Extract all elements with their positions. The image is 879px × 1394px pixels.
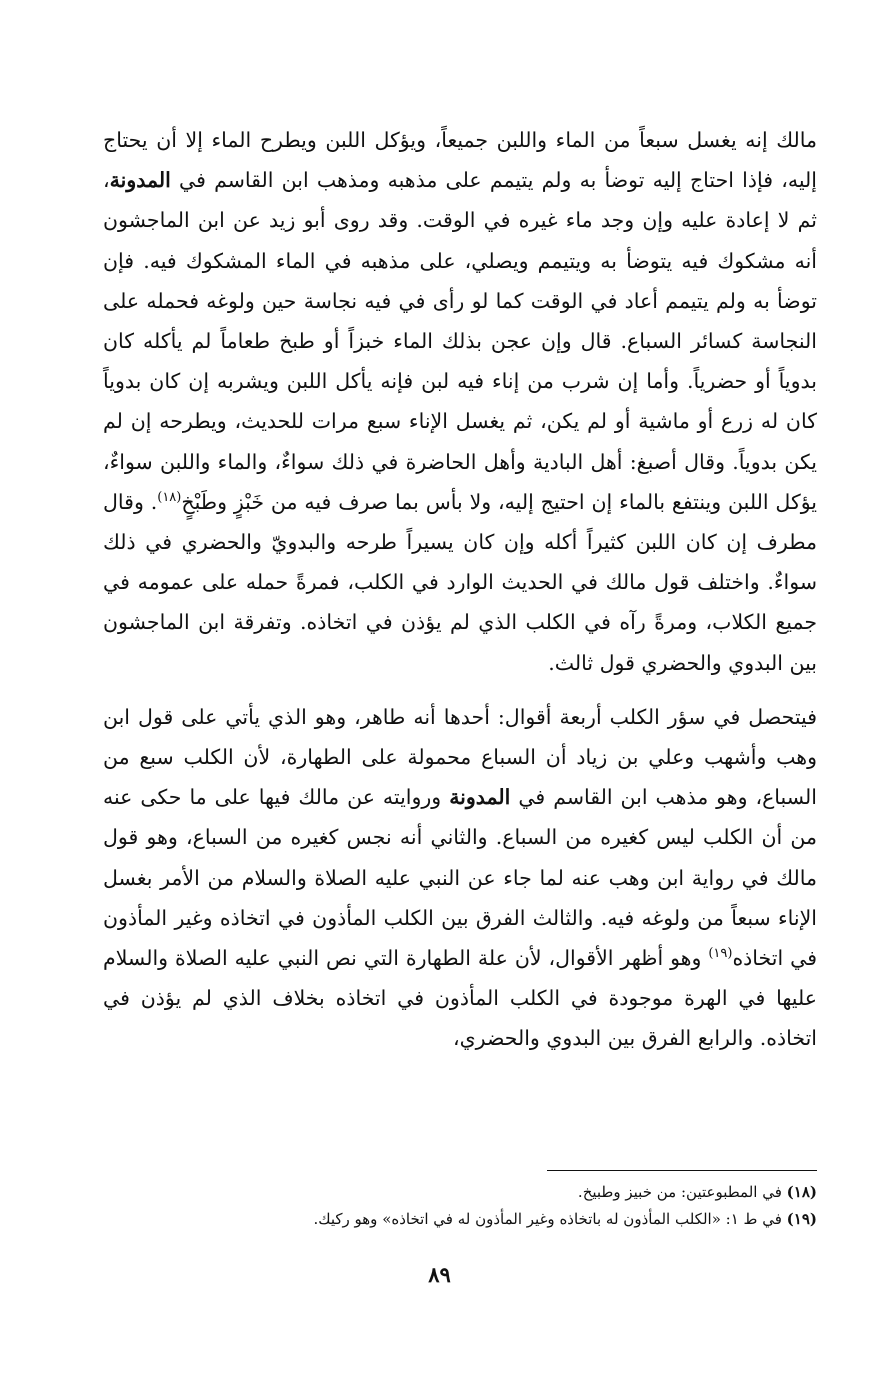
paragraph-2-text-b: وروايته عن مالك فيها على ما حكى عنه من أن الكلب ليس كغيره من السباع. والثاني أنه نجس كغيره من السباع، وهو قول مالك في رواية ابن وهب عنه لما جاء عن النبي عليه الصلاة والسلام من الأمر بغسل الإناء سبعاً من ولوغه فيه. والثالث الفرق بين الكلب المأذون في اتخاذه وغير المأذون في اتخاذه xyxy=(103,785,817,971)
footnote-number: (١٨) xyxy=(786,1183,817,1201)
footnote-ref-18[interactable]: (١٨) xyxy=(157,490,182,505)
footnote-number: (١٩) xyxy=(786,1210,817,1228)
footnotes-section xyxy=(103,1170,817,1233)
paragraph-1-text-a: مالك إنه يغسل سبعاً من الماء واللبن جميعاً، ويؤكل اللبن ويطرح الماء إلا أن يحتاج إليه، فإذا احتاج إليه توضأ به ولم يتيمم على مذهبه ومذهب ابن القاسم في xyxy=(103,128,817,193)
paragraph-1 xyxy=(103,120,817,683)
footnote-ref-19[interactable]: (١٩) xyxy=(708,946,733,962)
footnote-text: في ط ١: «الكلب المأذون له باتخاذه وغير المأذون له في اتخاذه» وهو ركيك. xyxy=(313,1210,782,1228)
footnote-18 xyxy=(103,1179,817,1206)
footnote-text: في المطبوعتين: من خبيز وطبيخ. xyxy=(577,1183,782,1201)
page-body xyxy=(103,120,817,1059)
paragraph-1-text-c: . وقال مطرف إن كان اللبن كثيراً أكله وإن كان يسيراً طرحه والبدويّ والحضري في ذلك سواءٌ. واختلف قول مالك في الحديث الوارد في الكلب، فمرةً حمله على عمومه في جميع الكلاب، ومرةً رآه في الكلب الذي لم يؤذن في اتخاذه. وتفرقة ابن الماجشون بين البدوي والحضري قول ثالث. xyxy=(103,489,817,675)
footnote-19 xyxy=(103,1206,817,1233)
paragraph-2-text-c: وهو أظهر الأقوال، لأن علة الطهارة التي نص النبي عليه الصلاة والسلام عليها في الهرة موجودة في الكلب المأذون في اتخاذه بخلاف الذي لم يؤذن في اتخاذه. والرابع الفرق بين البدوي والحضري، xyxy=(103,946,817,1051)
page-number: ٨٩ xyxy=(428,1262,451,1287)
footnote-divider xyxy=(547,1170,817,1171)
paragraph-2-text-a: فيتحصل في سؤر الكلب أربعة أقوال: أحدها أنه طاهر، وهو الذي يأتي على قول ابن وهب وأشهب وعلي بن زياد أن السباع محمولة على الطهارة، لأن الكلب سبع من السباع، وهو مذهب ابن القاسم في xyxy=(103,704,817,810)
bold-term-mudawwana: المدونة xyxy=(449,785,511,810)
paragraph-1-text-b: ، ثم لا إعادة عليه وإن وجد ماء غيره في الوقت. وقد روى أبو زيد عن ابن الماجشون أنه مشكوك فيه يتوضأ به ويتيمم ويصلي، على مذهبه في الماء المشكوك فيه. فإن توضأ به ولم يتيمم أعاد في الوقت كما لو رأى في فيه نجاسة حين ولوغه فحمله على النجاسة كسائر السباع. قال وإن عجن بذلك الماء خبزاً أو طبخ طعاماً لم يأكله كان بدوياً أو حضرياً. وأما إن شرب من إناء فيه لبن فإنه يأكل اللبن ويشربه إن كان بدوياً كان له زرع أو ماشية أو لم يكن، ثم يغسل الإناء سبع مرات للحديث، ويطرحه إن لم يكن بدوياً. وقال أصبغ: أهل البادية وأهل الحاضرة في ذلك سواءٌ، والماء واللبن سواءٌ، يؤكل اللبن وينتفع بالماء إن احتيج إليه، ولا بأس بما صرف فيه من خَبْزٍ وطَبْخٍ xyxy=(103,168,818,514)
bold-term-mudawwana: المدونة xyxy=(109,168,171,193)
paragraph-2 xyxy=(103,697,817,1059)
